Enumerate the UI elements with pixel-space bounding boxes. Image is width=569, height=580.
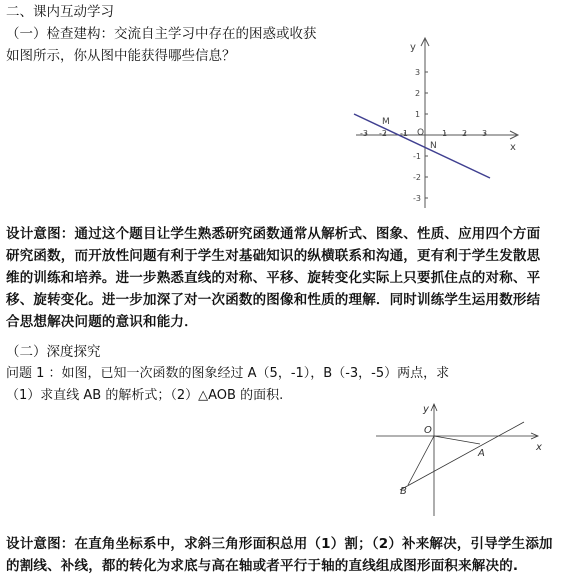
figure1-y-tick: 1 xyxy=(415,110,421,119)
figure1-point-n-label: N xyxy=(430,141,437,151)
problem1-line1: 问题 1 ：如图，已知一次函数的图象经过 A（5，-1），B（-3，-5）两点，求 xyxy=(6,366,450,381)
figure1-x-tick: 1 xyxy=(442,129,448,138)
figure1-origin-label: O xyxy=(417,128,425,138)
figure2-point-a-label: A xyxy=(478,448,485,459)
problem1-line2: （1）求直线 AB 的解析式；（2）△AOB 的面积. xyxy=(6,388,284,403)
figure2-side-oa xyxy=(434,436,480,444)
figure1-x-tick: 3 xyxy=(482,129,488,138)
figure1-y-label: y xyxy=(410,42,416,53)
figure1-x-tick: -1 xyxy=(400,129,408,138)
part1-heading: （一）检查建构：交流自主学习中存在的困惑或收获 xyxy=(6,26,317,42)
figure1-x-label: x xyxy=(510,142,516,153)
design-intent-1-line: 移、旋转变化。进一步加深了对一次函数的图像和性质的理解．同时训练学生运用数形结 xyxy=(6,292,541,308)
design-intent-1-line: 设计意图：通过这个题目让学生熟悉研究函数通常从解析式、图象、性质、应用四个方面 xyxy=(6,226,541,242)
design-intent-2-line: 的割线、补线，都的转化为求底与高在轴或者平行于轴的直线组成图形面积来解决的. xyxy=(6,558,519,574)
figure1-x-tick: -2 xyxy=(379,129,387,138)
figure1-y-tick: -3 xyxy=(413,194,421,203)
figure2-y-label: y xyxy=(423,404,429,415)
figure2-graph xyxy=(370,398,550,526)
figure2-point-b-label: B xyxy=(400,486,407,497)
figure1-line xyxy=(354,114,490,178)
design-intent-2-line: 设计意图：在直角坐标系中，求斜三角形面积总用（1）割；（2）补来解决，引导学生添加 xyxy=(6,536,553,552)
figure1-point-m-label: M xyxy=(382,117,390,127)
figure1-y-tick: -2 xyxy=(413,173,421,182)
figure1-y-tick: 3 xyxy=(415,68,421,77)
part1-question: 如图所示，你从图中能获得哪些信息？ xyxy=(6,48,236,64)
figure1-x-tick: 2 xyxy=(462,129,468,138)
design-intent-1-line: 维的训练和培养。进一步熟悉直线的对称、平移、旋转变化实际上只要抓住点的对称、平 xyxy=(6,270,541,286)
figure1-y-tick: 2 xyxy=(415,89,421,98)
figure1-y-tick: -1 xyxy=(413,152,421,161)
design-intent-1-line: 研究函数，而开放性问题有利于学生对基础知识的纵横联系和沟通，更有利于学生发散思 xyxy=(6,248,541,264)
figure2-line-ab xyxy=(400,422,524,490)
figure2-x-label: x xyxy=(536,442,542,453)
figure2-origin-label: O xyxy=(424,425,432,436)
part2-heading: （二）深度探究 xyxy=(6,344,101,360)
figure2-side-ob xyxy=(408,436,434,485)
design-intent-1-line: 合思想解决问题的意识和能力． xyxy=(6,314,198,330)
section2-heading: 二、课内互动学习 xyxy=(6,4,114,20)
figure1-graph xyxy=(350,32,525,210)
figure1-x-tick: -3 xyxy=(360,129,368,138)
